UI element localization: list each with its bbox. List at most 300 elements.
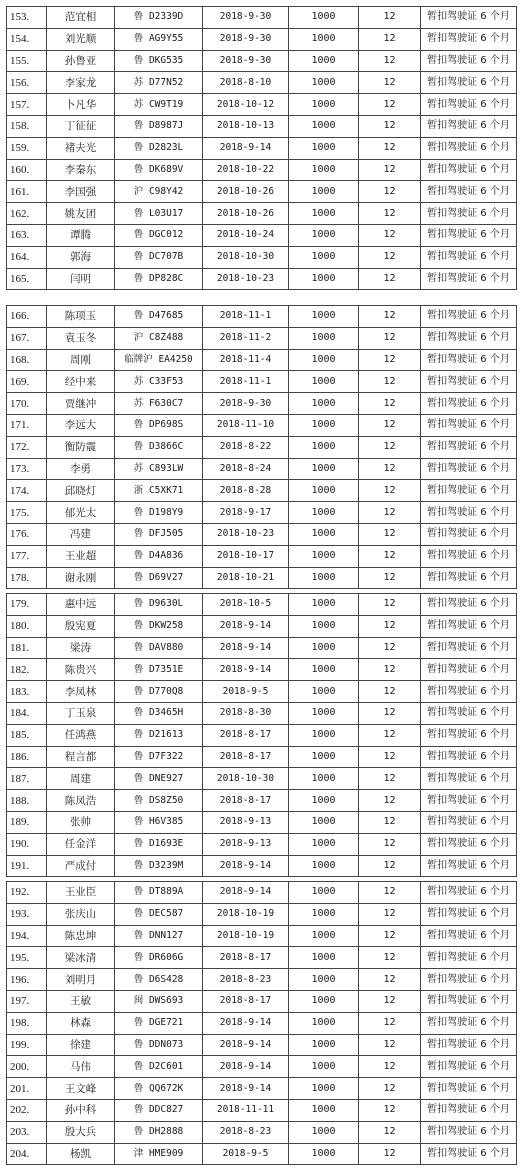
penalty-description: 暂扣驾驶证 6 个月 <box>421 246 517 268</box>
driver-name: 严成付 <box>47 855 115 877</box>
violation-date: 2018-9-30 <box>203 7 289 29</box>
row-number: 181. <box>7 637 47 659</box>
row-number: 192. <box>7 882 47 904</box>
violation-date: 2018-10-13 <box>203 115 289 137</box>
table-row <box>7 436 517 458</box>
driver-name: 范宜相 <box>47 7 115 29</box>
driver-name: 孙鲁亚 <box>47 50 115 72</box>
fine-amount: 1000 <box>289 947 359 969</box>
penalty-points: 12 <box>359 7 421 29</box>
driver-name: 李家龙 <box>47 72 115 94</box>
penalty-points: 12 <box>359 393 421 415</box>
violation-date: 2018-8-24 <box>203 458 289 480</box>
fine-amount: 1000 <box>289 545 359 567</box>
penalty-description: 暂扣驾驶证 6 个月 <box>421 990 517 1012</box>
row-number: 201. <box>7 1078 47 1100</box>
plate-number: 鲁 DT889A <box>115 882 203 904</box>
plate-number: 鲁 L03U17 <box>115 203 203 225</box>
driver-name: 林森 <box>47 1012 115 1034</box>
row-number: 171. <box>7 414 47 436</box>
plate-number: 鲁 D69V27 <box>115 567 203 589</box>
penalty-points: 12 <box>359 480 421 502</box>
plate-number: 临牌沪 EA4250 <box>115 349 203 371</box>
penalty-points: 12 <box>359 523 421 545</box>
penalty-description: 暂扣驾驶证 6 个月 <box>421 925 517 947</box>
penalty-points: 12 <box>359 414 421 436</box>
fine-amount: 1000 <box>289 790 359 812</box>
violation-date: 2018-8-22 <box>203 436 289 458</box>
plate-number: 鲁 DNE927 <box>115 768 203 790</box>
fine-amount: 1000 <box>289 137 359 159</box>
violation-date: 2018-10-21 <box>203 567 289 589</box>
violation-date: 2018-8-17 <box>203 947 289 969</box>
violation-date: 2018-11-1 <box>203 306 289 328</box>
row-number: 184. <box>7 702 47 724</box>
penalty-points: 12 <box>359 1099 421 1121</box>
table-row <box>7 855 517 877</box>
row-number: 170. <box>7 393 47 415</box>
penalty-description: 暂扣驾驶证 6 个月 <box>421 768 517 790</box>
fine-amount: 1000 <box>289 882 359 904</box>
row-number: 200. <box>7 1056 47 1078</box>
table-row <box>7 224 517 246</box>
table-row <box>7 159 517 181</box>
fine-amount: 1000 <box>289 746 359 768</box>
fine-amount: 1000 <box>289 115 359 137</box>
table-row <box>7 615 517 637</box>
driver-name: 周建 <box>47 768 115 790</box>
driver-name: 李凤林 <box>47 681 115 703</box>
driver-name: 马伟 <box>47 1056 115 1078</box>
fine-amount: 1000 <box>289 768 359 790</box>
penalty-points: 12 <box>359 1056 421 1078</box>
row-number: 165. <box>7 268 47 290</box>
penalty-description: 暂扣驾驶证 6 个月 <box>421 1121 517 1143</box>
driver-name: 袁玉冬 <box>47 327 115 349</box>
penalty-description: 暂扣驾驶证 6 个月 <box>421 480 517 502</box>
table-row <box>7 702 517 724</box>
penalty-description: 暂扣驾驶证 6 个月 <box>421 594 517 616</box>
row-number: 158. <box>7 115 47 137</box>
fine-amount: 1000 <box>289 327 359 349</box>
fine-amount: 1000 <box>289 1121 359 1143</box>
fine-amount: 1000 <box>289 203 359 225</box>
violation-date: 2018-8-17 <box>203 790 289 812</box>
penalty-description: 暂扣驾驶证 6 个月 <box>421 1099 517 1121</box>
penalty-points: 12 <box>359 436 421 458</box>
plate-number: 鲁 D21613 <box>115 724 203 746</box>
penalty-points: 12 <box>359 159 421 181</box>
table-row <box>7 811 517 833</box>
penalty-description: 暂扣驾驶证 6 个月 <box>421 28 517 50</box>
fine-amount: 1000 <box>289 50 359 72</box>
row-number: 198. <box>7 1012 47 1034</box>
table-row <box>7 969 517 991</box>
row-number: 178. <box>7 567 47 589</box>
table-row <box>7 72 517 94</box>
plate-number: 鲁 D2C601 <box>115 1056 203 1078</box>
table-row <box>7 137 517 159</box>
penalty-description: 暂扣驾驶证 6 个月 <box>421 523 517 545</box>
row-number: 173. <box>7 458 47 480</box>
table-row <box>7 990 517 1012</box>
table-row <box>7 659 517 681</box>
penalty-points: 12 <box>359 724 421 746</box>
fine-amount: 1000 <box>289 1012 359 1034</box>
violation-date: 2018-8-17 <box>203 990 289 1012</box>
fine-amount: 1000 <box>289 436 359 458</box>
penalty-description: 暂扣驾驶证 6 个月 <box>421 615 517 637</box>
fine-amount: 1000 <box>289 371 359 393</box>
plate-number: 闽 DWS693 <box>115 990 203 1012</box>
row-number: 180. <box>7 615 47 637</box>
plate-number: 鲁 DKG535 <box>115 50 203 72</box>
penalty-points: 12 <box>359 203 421 225</box>
driver-name: 谭腾 <box>47 224 115 246</box>
table-row <box>7 181 517 203</box>
violation-date: 2018-8-23 <box>203 1121 289 1143</box>
penalty-description: 暂扣驾驶证 6 个月 <box>421 224 517 246</box>
fine-amount: 1000 <box>289 855 359 877</box>
row-number: 160. <box>7 159 47 181</box>
row-number: 189. <box>7 811 47 833</box>
fine-amount: 1000 <box>289 480 359 502</box>
violation-date: 2018-9-14 <box>203 615 289 637</box>
fine-amount: 1000 <box>289 72 359 94</box>
penalty-points: 12 <box>359 681 421 703</box>
table-row <box>7 947 517 969</box>
row-number: 154. <box>7 28 47 50</box>
penalty-points: 12 <box>359 969 421 991</box>
row-number: 183. <box>7 681 47 703</box>
plate-number: 鲁 DDC827 <box>115 1099 203 1121</box>
penalty-description: 暂扣驾驶证 6 个月 <box>421 371 517 393</box>
table-row <box>7 1012 517 1034</box>
penalty-description: 暂扣驾驶证 6 个月 <box>421 947 517 969</box>
table-row <box>7 1056 517 1078</box>
penalty-description: 暂扣驾驶证 6 个月 <box>421 855 517 877</box>
penalty-points: 12 <box>359 246 421 268</box>
penalty-points: 12 <box>359 50 421 72</box>
table-row <box>7 1121 517 1143</box>
violation-date: 2018-10-23 <box>203 523 289 545</box>
driver-name: 王敏 <box>47 990 115 1012</box>
penalty-points: 12 <box>359 327 421 349</box>
violation-date: 2018-8-23 <box>203 969 289 991</box>
violation-date: 2018-8-17 <box>203 724 289 746</box>
fine-amount: 1000 <box>289 246 359 268</box>
penalty-description: 暂扣驾驶证 6 个月 <box>421 181 517 203</box>
table-block-4 <box>6 881 516 1165</box>
plate-number: 鲁 D770Q8 <box>115 681 203 703</box>
driver-name: 卜凡华 <box>47 94 115 116</box>
violation-date: 2018-10-12 <box>203 94 289 116</box>
table-row <box>7 502 517 524</box>
driver-name: 周刚 <box>47 349 115 371</box>
fine-amount: 1000 <box>289 224 359 246</box>
penalty-description: 暂扣驾驶证 6 个月 <box>421 393 517 415</box>
table-row <box>7 393 517 415</box>
penalty-points: 12 <box>359 28 421 50</box>
penalty-description: 暂扣驾驶证 6 个月 <box>421 702 517 724</box>
row-number: 182. <box>7 659 47 681</box>
row-number: 153. <box>7 7 47 29</box>
table-row <box>7 790 517 812</box>
driver-name: 张帅 <box>47 811 115 833</box>
row-number: 166. <box>7 306 47 328</box>
fine-amount: 1000 <box>289 7 359 29</box>
fine-amount: 1000 <box>289 567 359 589</box>
row-number: 168. <box>7 349 47 371</box>
penalty-points: 12 <box>359 990 421 1012</box>
violation-date: 2018-11-1 <box>203 371 289 393</box>
driver-name: 张庆山 <box>47 903 115 925</box>
violation-date: 2018-8-30 <box>203 702 289 724</box>
table-row <box>7 306 517 328</box>
row-number: 177. <box>7 545 47 567</box>
violation-date: 2018-10-23 <box>203 268 289 290</box>
table-row <box>7 1034 517 1056</box>
plate-number: 鲁 DGC012 <box>115 224 203 246</box>
plate-number: 苏 D77N52 <box>115 72 203 94</box>
penalty-description: 暂扣驾驶证 6 个月 <box>421 159 517 181</box>
penalty-description: 暂扣驾驶证 6 个月 <box>421 969 517 991</box>
penalty-points: 12 <box>359 224 421 246</box>
fine-amount: 1000 <box>289 990 359 1012</box>
driver-name: 邱晓灯 <box>47 480 115 502</box>
plate-number: 鲁 D3239M <box>115 855 203 877</box>
table-row <box>7 50 517 72</box>
table-row <box>7 1143 517 1165</box>
row-number: 175. <box>7 502 47 524</box>
penalty-description: 暂扣驾驶证 6 个月 <box>421 811 517 833</box>
table-row <box>7 768 517 790</box>
fine-amount: 1000 <box>289 349 359 371</box>
row-number: 204. <box>7 1143 47 1165</box>
table-row <box>7 833 517 855</box>
penalty-points: 12 <box>359 1143 421 1165</box>
plate-number: 鲁 DAV880 <box>115 637 203 659</box>
penalty-points: 12 <box>359 925 421 947</box>
plate-number: 鲁 DC707B <box>115 246 203 268</box>
row-number: 195. <box>7 947 47 969</box>
plate-number: 苏 C33F53 <box>115 371 203 393</box>
row-number: 164. <box>7 246 47 268</box>
plate-number: 鲁 DR606G <box>115 947 203 969</box>
penalty-description: 暂扣驾驶证 6 个月 <box>421 659 517 681</box>
table-row <box>7 903 517 925</box>
violation-date: 2018-9-14 <box>203 1078 289 1100</box>
plate-number: 浙 C5XK71 <box>115 480 203 502</box>
driver-name: 陈贵兴 <box>47 659 115 681</box>
penalty-points: 12 <box>359 1034 421 1056</box>
penalty-description: 暂扣驾驶证 6 个月 <box>421 1012 517 1034</box>
penalty-points: 12 <box>359 855 421 877</box>
driver-name: 丁玉泉 <box>47 702 115 724</box>
fine-amount: 1000 <box>289 1034 359 1056</box>
violation-date: 2018-11-11 <box>203 1099 289 1121</box>
row-number: 188. <box>7 790 47 812</box>
plate-number: 苏 C893LW <box>115 458 203 480</box>
violation-date: 2018-10-24 <box>203 224 289 246</box>
fine-amount: 1000 <box>289 833 359 855</box>
row-number: 191. <box>7 855 47 877</box>
table-block-1 <box>6 6 516 290</box>
row-number: 193. <box>7 903 47 925</box>
violation-date: 2018-10-26 <box>203 181 289 203</box>
penalty-description: 暂扣驾驶证 6 个月 <box>421 833 517 855</box>
penalty-points: 12 <box>359 371 421 393</box>
penalty-points: 12 <box>359 811 421 833</box>
fine-amount: 1000 <box>289 724 359 746</box>
fine-amount: 1000 <box>289 681 359 703</box>
penalty-points: 12 <box>359 615 421 637</box>
penalty-points: 12 <box>359 768 421 790</box>
penalty-description: 暂扣驾驶证 6 个月 <box>421 681 517 703</box>
plate-number: 沪 C98Y42 <box>115 181 203 203</box>
violation-date: 2018-10-19 <box>203 903 289 925</box>
violation-date: 2018-11-2 <box>203 327 289 349</box>
violation-date: 2018-9-5 <box>203 1143 289 1165</box>
violation-date: 2018-11-4 <box>203 349 289 371</box>
table-block-3 <box>6 593 516 877</box>
penalty-description: 暂扣驾驶证 6 个月 <box>421 746 517 768</box>
plate-number: 鲁 DP698S <box>115 414 203 436</box>
fine-amount: 1000 <box>289 637 359 659</box>
violation-date: 2018-9-14 <box>203 1056 289 1078</box>
plate-number: 鲁 D1693E <box>115 833 203 855</box>
fine-amount: 1000 <box>289 1143 359 1165</box>
fine-amount: 1000 <box>289 181 359 203</box>
table-row <box>7 724 517 746</box>
table-row <box>7 925 517 947</box>
driver-name: 陈凤浩 <box>47 790 115 812</box>
violation-date: 2018-8-10 <box>203 72 289 94</box>
row-number: 174. <box>7 480 47 502</box>
table-row <box>7 115 517 137</box>
plate-number: 鲁 DP828C <box>115 268 203 290</box>
fine-amount: 1000 <box>289 659 359 681</box>
row-number: 199. <box>7 1034 47 1056</box>
table-row <box>7 94 517 116</box>
penalty-description: 暂扣驾驶证 6 个月 <box>421 545 517 567</box>
violation-date: 2018-9-30 <box>203 28 289 50</box>
penalty-points: 12 <box>359 567 421 589</box>
penalty-points: 12 <box>359 790 421 812</box>
violation-date: 2018-10-19 <box>203 925 289 947</box>
row-number: 187. <box>7 768 47 790</box>
violation-date: 2018-9-14 <box>203 1012 289 1034</box>
table-row <box>7 327 517 349</box>
fine-amount: 1000 <box>289 615 359 637</box>
fine-amount: 1000 <box>289 1099 359 1121</box>
penalty-points: 12 <box>359 349 421 371</box>
violation-date: 2018-9-14 <box>203 137 289 159</box>
fine-amount: 1000 <box>289 969 359 991</box>
table-row <box>7 246 517 268</box>
fine-amount: 1000 <box>289 1078 359 1100</box>
row-number: 185. <box>7 724 47 746</box>
penalty-points: 12 <box>359 1121 421 1143</box>
driver-name: 陈项玉 <box>47 306 115 328</box>
plate-number: 鲁 D3866C <box>115 436 203 458</box>
row-number: 172. <box>7 436 47 458</box>
table-row <box>7 681 517 703</box>
driver-name: 郭海 <box>47 246 115 268</box>
penalty-points: 12 <box>359 1078 421 1100</box>
violation-date: 2018-9-13 <box>203 811 289 833</box>
penalty-points: 12 <box>359 502 421 524</box>
penalty-points: 12 <box>359 882 421 904</box>
penalty-points: 12 <box>359 458 421 480</box>
row-number: 169. <box>7 371 47 393</box>
row-number: 196. <box>7 969 47 991</box>
table-row <box>7 268 517 290</box>
penalty-description: 暂扣驾驶证 6 个月 <box>421 115 517 137</box>
driver-name: 王业超 <box>47 545 115 567</box>
violation-date: 2018-10-5 <box>203 594 289 616</box>
driver-name: 李秦东 <box>47 159 115 181</box>
violation-date: 2018-9-13 <box>203 833 289 855</box>
driver-name: 梁涛 <box>47 637 115 659</box>
fine-amount: 1000 <box>289 458 359 480</box>
fine-amount: 1000 <box>289 1056 359 1078</box>
row-number: 190. <box>7 833 47 855</box>
driver-name: 任金洋 <box>47 833 115 855</box>
penalty-points: 12 <box>359 947 421 969</box>
driver-name: 刘明月 <box>47 969 115 991</box>
row-number: 194. <box>7 925 47 947</box>
driver-name: 谢永刚 <box>47 567 115 589</box>
plate-number: 鲁 D7F322 <box>115 746 203 768</box>
row-number: 186. <box>7 746 47 768</box>
plate-number: 鲁 D3465H <box>115 702 203 724</box>
table-row <box>7 1099 517 1121</box>
plate-number: 鲁 AG9Y55 <box>115 28 203 50</box>
violation-date: 2018-9-30 <box>203 393 289 415</box>
penalty-points: 12 <box>359 94 421 116</box>
violation-date: 2018-11-10 <box>203 414 289 436</box>
penalty-points: 12 <box>359 637 421 659</box>
plate-number: 沪 C8Z488 <box>115 327 203 349</box>
penalty-points: 12 <box>359 137 421 159</box>
driver-name: 徐建 <box>47 1034 115 1056</box>
violation-date: 2018-9-14 <box>203 882 289 904</box>
table-row <box>7 882 517 904</box>
table-row <box>7 414 517 436</box>
fine-amount: 1000 <box>289 594 359 616</box>
penalty-description: 暂扣驾驶证 6 个月 <box>421 72 517 94</box>
table-row <box>7 28 517 50</box>
fine-amount: 1000 <box>289 811 359 833</box>
driver-name: 闫明 <box>47 268 115 290</box>
driver-name: 孙中科 <box>47 1099 115 1121</box>
penalty-description: 暂扣驾驶证 6 个月 <box>421 1056 517 1078</box>
driver-name: 李远大 <box>47 414 115 436</box>
penalty-description: 暂扣驾驶证 6 个月 <box>421 1034 517 1056</box>
penalty-points: 12 <box>359 594 421 616</box>
penalty-description: 暂扣驾驶证 6 个月 <box>421 436 517 458</box>
penalty-description: 暂扣驾驶证 6 个月 <box>421 414 517 436</box>
plate-number: 鲁 D8987J <box>115 115 203 137</box>
plate-number: 鲁 DFJ505 <box>115 523 203 545</box>
plate-number: 鲁 D2339D <box>115 7 203 29</box>
fine-amount: 1000 <box>289 28 359 50</box>
fine-amount: 1000 <box>289 925 359 947</box>
row-number: 163. <box>7 224 47 246</box>
plate-number: 鲁 DGE721 <box>115 1012 203 1034</box>
driver-name: 殷宪夏 <box>47 615 115 637</box>
